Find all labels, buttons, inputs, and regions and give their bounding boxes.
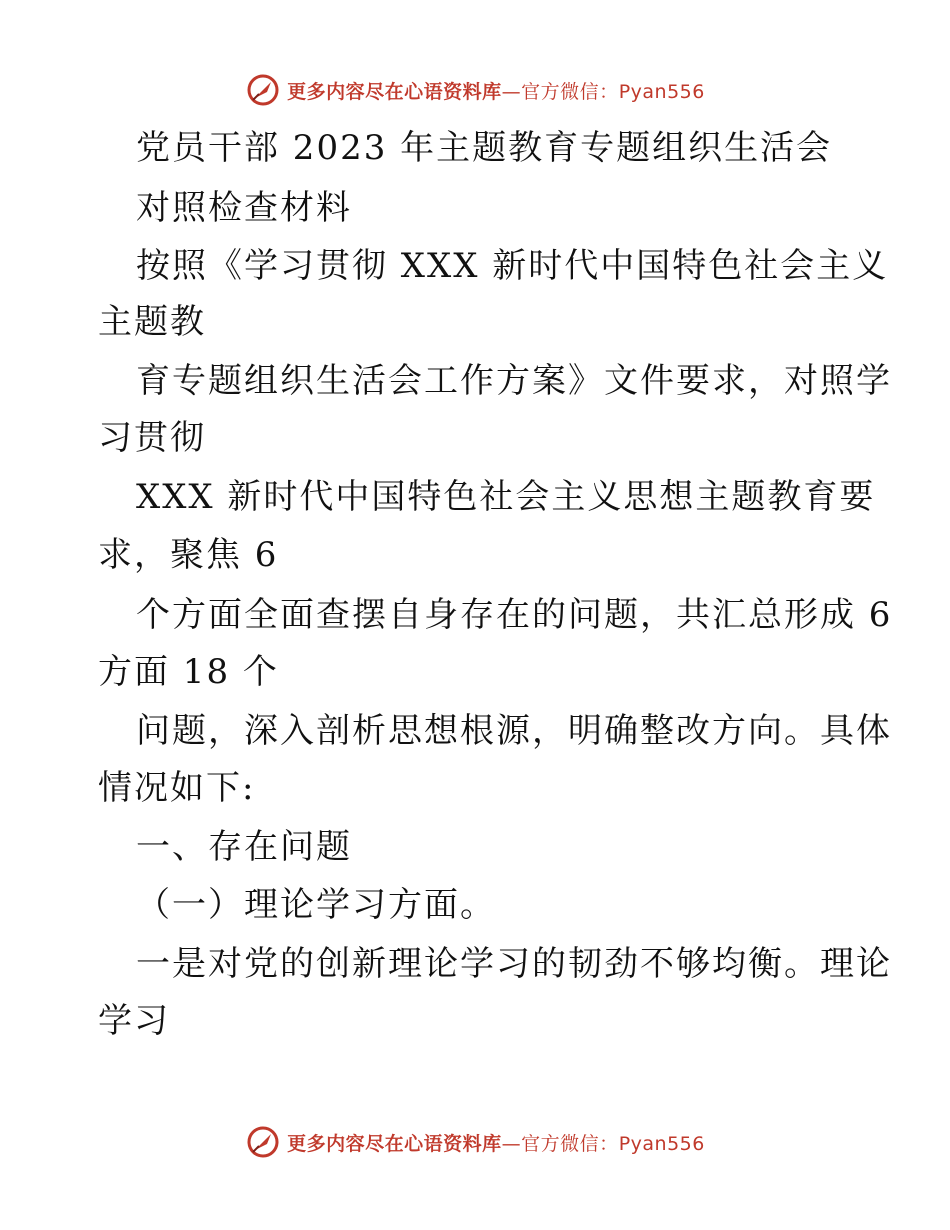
watermark-group: [245, 1124, 705, 1160]
doc-paragraph-line: 学习: [98, 1001, 170, 1041]
watermark-brand: 更多内容尽在心语资料库: [287, 80, 502, 103]
doc-title-line-2: 对照检查材料: [136, 188, 352, 228]
watermark-text: [287, 1129, 705, 1156]
watermark-label: 官方微信：: [521, 80, 619, 103]
doc-paragraph-line: 情况如下:: [98, 768, 256, 808]
watermark-separator: —: [501, 1132, 522, 1155]
watermark-brand: 更多内容尽在心语资料库: [287, 1132, 502, 1155]
quill-logo-icon: [245, 1124, 281, 1160]
doc-section-heading: 一、存在问题: [136, 827, 352, 867]
watermark-account: Pyan556: [618, 80, 705, 103]
doc-paragraph-line: 一是对党的创新理论学习的韧劲不够均衡。理论: [136, 944, 892, 984]
doc-paragraph-line: 习贯彻: [98, 418, 206, 458]
doc-paragraph-line: 主题教: [98, 302, 206, 342]
watermark-account: Pyan556: [618, 1132, 705, 1155]
doc-paragraph-line: 育专题组织生活会工作方案》文件要求，对照学: [136, 361, 892, 401]
doc-paragraph-line: 个方面全面查摆自身存在的问题，共汇总形成 6: [136, 595, 893, 635]
doc-paragraph-line: 按照《学习贯彻 XXX 新时代中国特色社会主义: [136, 246, 889, 286]
watermark-separator: —: [501, 80, 522, 103]
watermark-label: 官方微信：: [521, 1132, 619, 1155]
doc-paragraph-line: XXX 新时代中国特色社会主义思想主题教育要: [136, 477, 876, 517]
footer-watermark: [0, 1120, 950, 1164]
doc-paragraph-line: 求，聚焦 6: [98, 535, 279, 575]
doc-subsection-heading: （一）理论学习方面。: [136, 885, 496, 925]
doc-paragraph-line: 方面 18 个: [98, 652, 279, 692]
doc-paragraph-line: 问题，深入剖析思想根源，明确整改方向。具体: [136, 711, 892, 751]
doc-title-line-1: 党员干部 2023 年主题教育专题组织生活会: [136, 128, 833, 168]
